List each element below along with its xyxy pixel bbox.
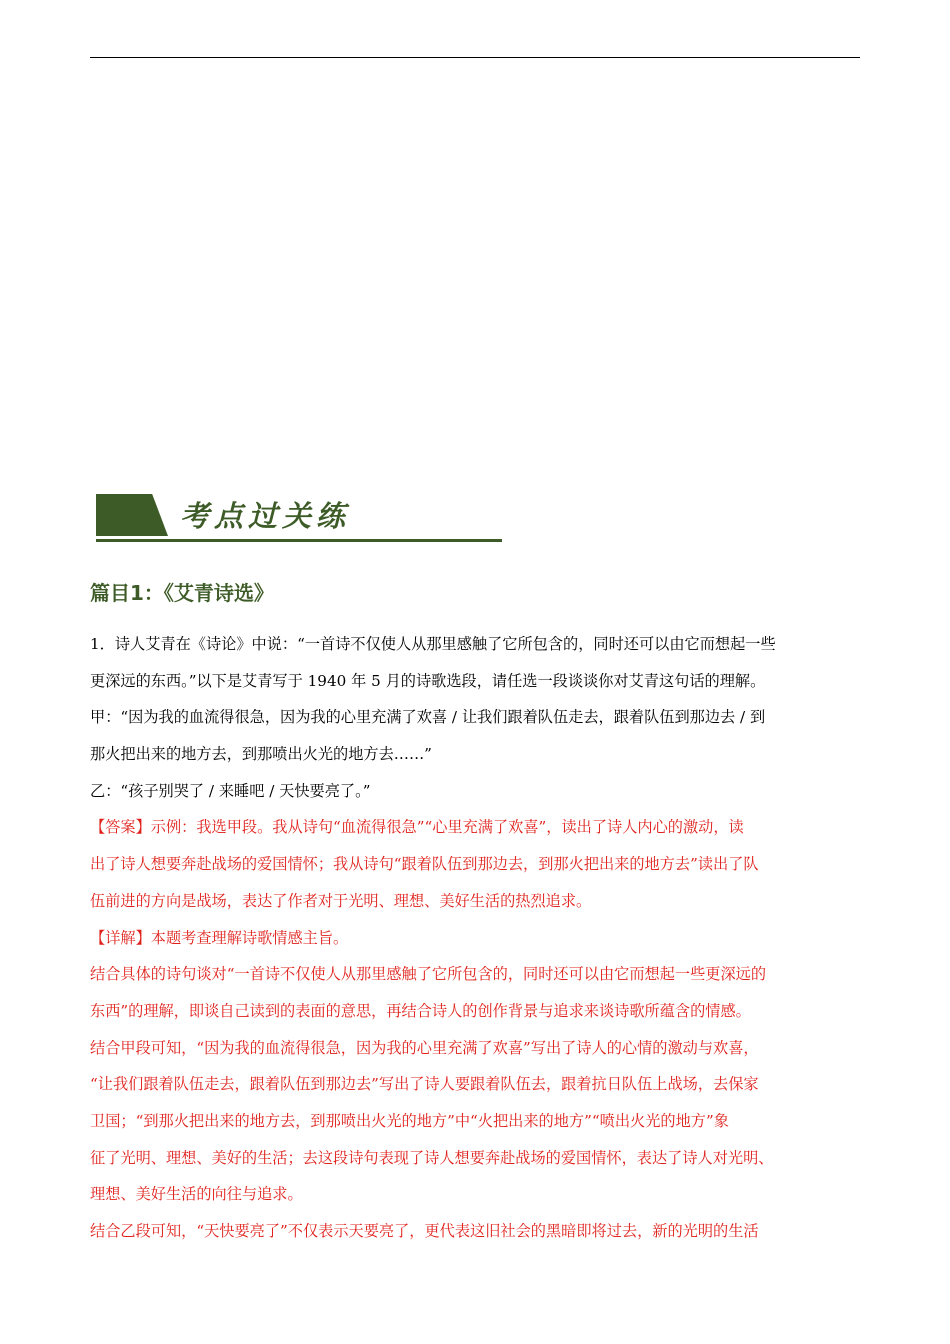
text-line: 甲：“因为我的血流得很急，因为我的心里充满了欢喜 / 让我们跟着队伍走去，跟着队伍到那边去 / 到	[90, 708, 766, 727]
text-line: 乙：“孩子别哭了 / 来睡吧 / 天快要亮了。”	[90, 781, 371, 800]
section-banner	[96, 494, 502, 546]
banner-block	[96, 494, 168, 536]
section-title: 篇目1：《艾青诗选》	[90, 581, 274, 605]
answer-line: 出了诗人想要奔赴战场的爱国情怀；我从诗句“跟着队伍到那边去，到那火把出来的地方去”读出了队	[90, 855, 759, 874]
explanation-line: 理想、美好生活的向往与追求。	[90, 1185, 303, 1204]
explanation-line: 卫国；“到那火把出来的地方去，到那喷出火光的地方”中“火把出来的地方”“喷出火光的地方”象	[90, 1111, 729, 1130]
answer-line: 伍前进的方向是战场，表达了作者对于光明、理想、美好生活的热烈追求。	[90, 891, 592, 910]
text-line: 更深远的东西。”以下是艾青写于 1940 年 5 月的诗歌选段，请任选一段谈谈你对艾青这句话的理解。	[90, 671, 766, 690]
header-rule	[90, 57, 860, 58]
explanation-line: 结合具体的诗句谈对“一首诗不仅使人从那里感触了它所包含的，同时还可以由它而想起一些更深远的	[90, 965, 767, 984]
explanation-line: 征了光明、理想、美好的生活；去这段诗句表现了诗人想要奔赴战场的爱国情怀，表达了诗人对光明、	[90, 1148, 774, 1167]
explanation-line: 结合甲段可知，“因为我的血流得很急，因为我的心里充满了欢喜”写出了诗人的心情的激动与欢喜，	[90, 1038, 759, 1057]
answer-line: 【答案】示例：我选甲段。我从诗句“血流得很急”“心里充满了欢喜”，读出了诗人内心的激动，读	[90, 818, 744, 837]
explanation-line: 东西”的理解，即谈自己读到的表面的意思，再结合诗人的创作背景与追求来谈诗歌所蕴含的情感。	[90, 1001, 751, 1020]
text-line: 那火把出来的地方去，到那喷出火光的地方去……”	[90, 745, 432, 764]
banner-rule	[96, 539, 502, 542]
explanation-line: 结合乙段可知，“天快要亮了”不仅表示天要亮了，更代表这旧社会的黑暗即将过去，新的光明的生活	[90, 1222, 759, 1240]
banner-title: 考点过关练	[180, 499, 351, 533]
explanation-line: “让我们跟着队伍走去，跟着队伍到那边去”写出了诗人要跟着队伍去，跟着抗日队伍上战场，去保家	[90, 1075, 759, 1094]
text-line: 1．诗人艾青在《诗论》中说：“一首诗不仅使人从那里感触了它所包含的，同时还可以由它而想起一些	[90, 635, 776, 653]
explanation-line: 【详解】本题考查理解诗歌情感主旨。	[90, 928, 349, 947]
question-content	[90, 626, 858, 1250]
